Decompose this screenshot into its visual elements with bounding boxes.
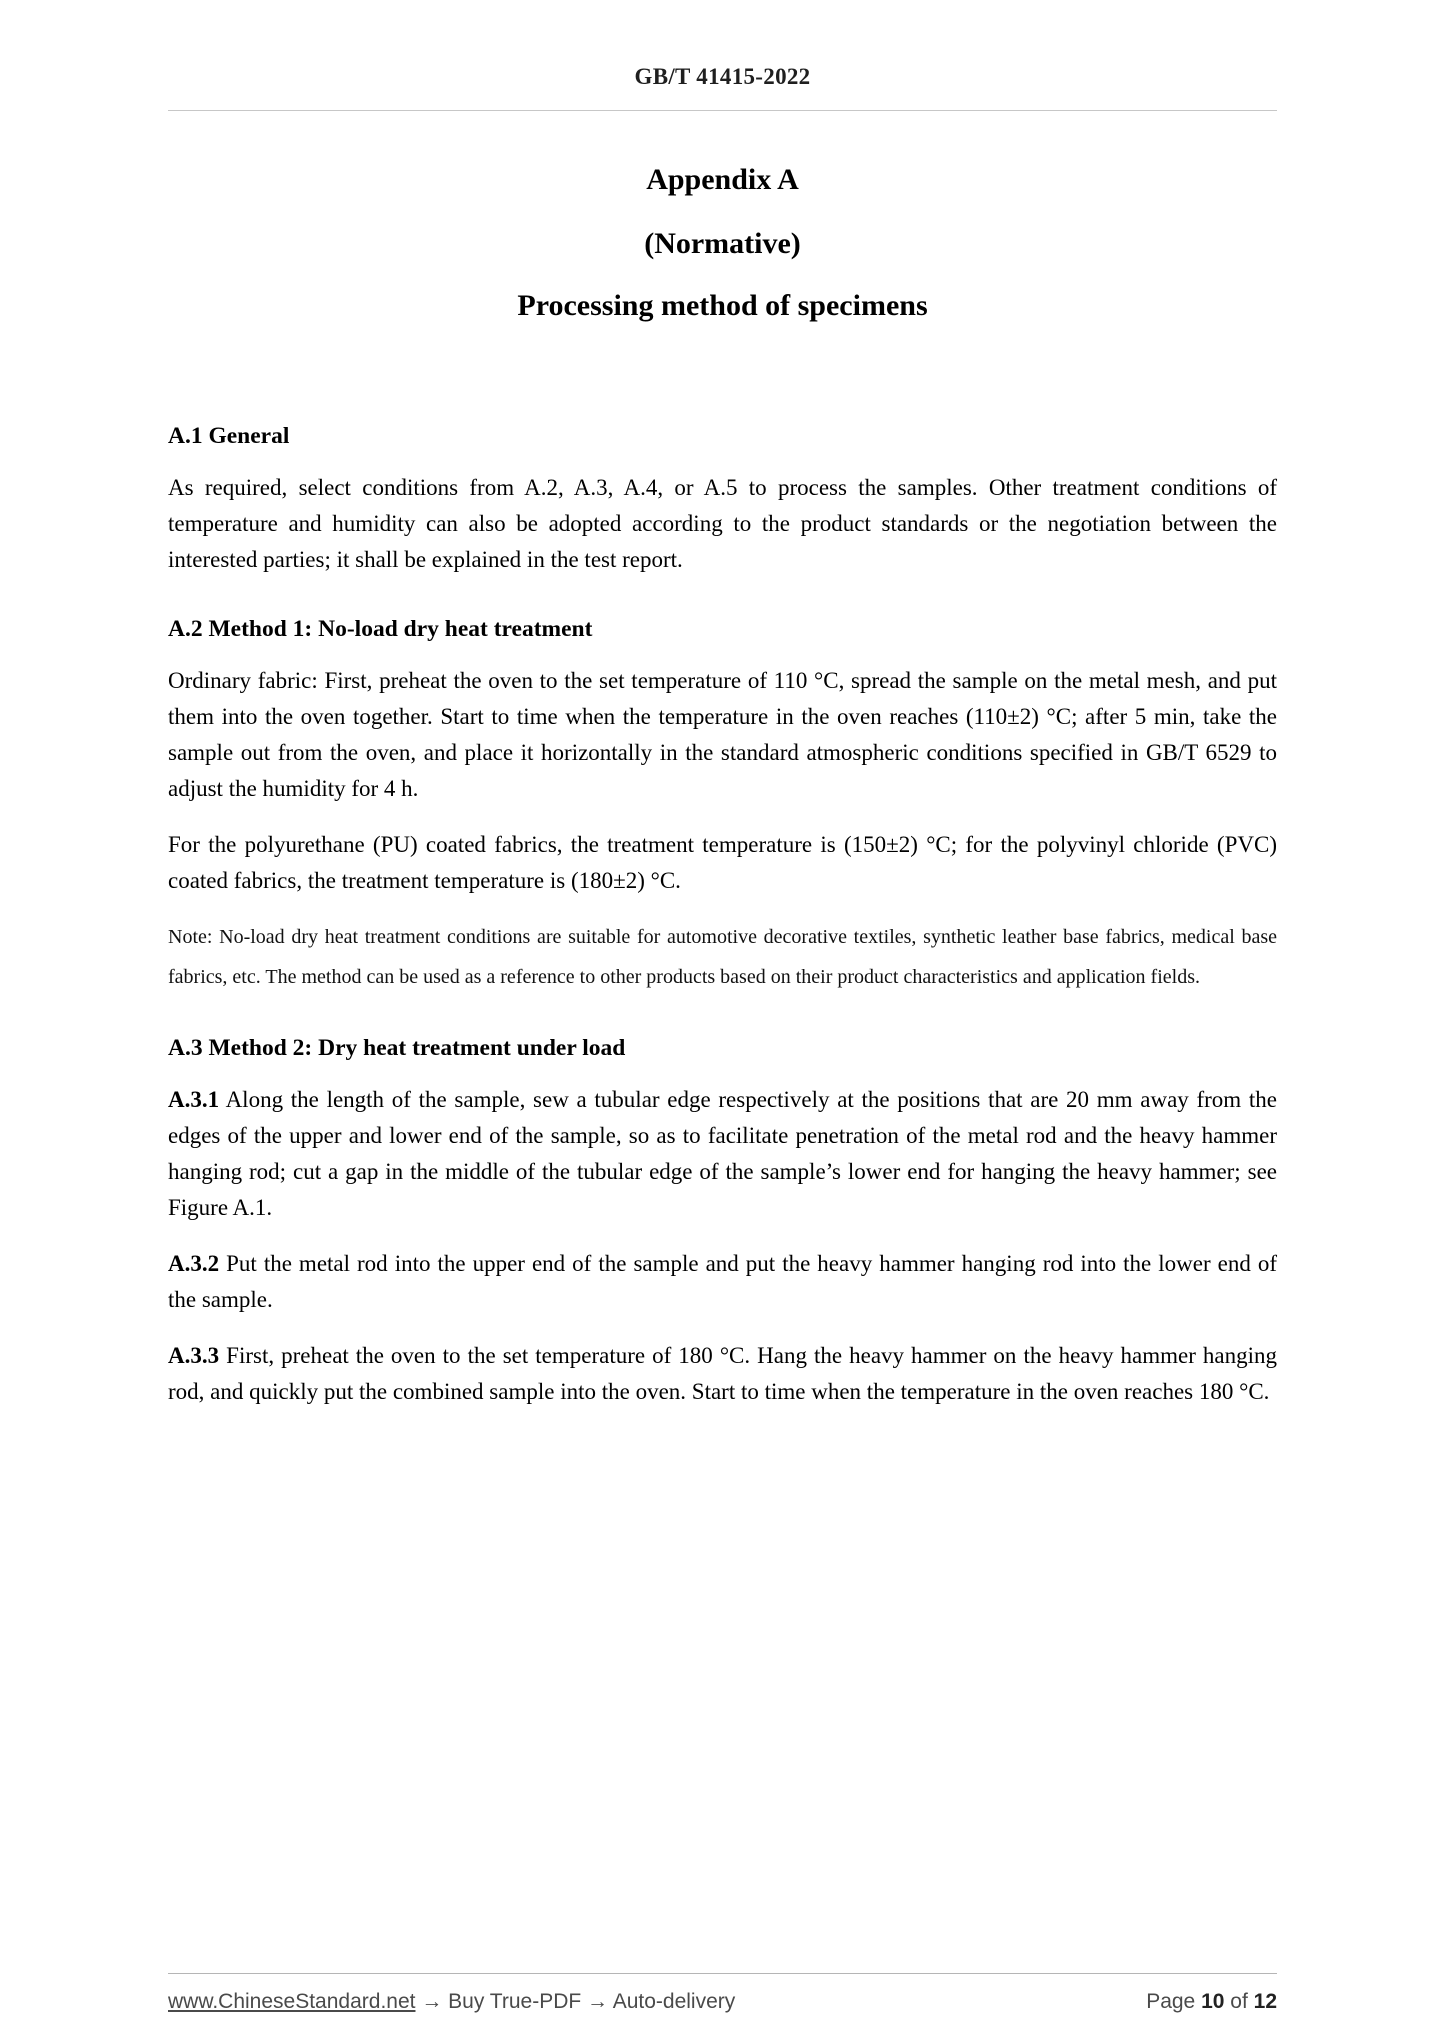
total-pages: 12 [1253,1990,1277,2013]
paragraph-a3-2 [168,1246,1277,1318]
footer-source-line [168,1990,735,2014]
of-label: of [1230,1990,1248,2013]
page-label: Page [1146,1990,1196,2013]
clause-label-a31: A.3.1 [168,1087,220,1112]
clause-text-a32: Put the metal rod into the upper end of the sample and put the heavy hammer hanging rod into the lower end of the sample. [168,1251,1278,1312]
clause-label-a32: A.3.2 [168,1251,220,1276]
footer-tail-text: → Buy True-PDF → Auto-delivery [421,1990,736,2013]
section-heading-a2: A.2 Method 1: No-load dry heat treatment [168,616,593,642]
paragraph-a1-1: As required, select conditions from A.2, A.3, A.4, or A.5 to process the samples. Other treatment conditions of temperature and humidity can also be adopted according to the product standards or the negotiation between the interested parties; it shall be explained in the test report. [168,475,1277,572]
clause-label-a33: A.3.3 [168,1343,220,1368]
paragraph-a3-3 [168,1338,1277,1410]
clause-text-a31: Along the length of the sample, sew a tubular edge respectively at the positions that are 20 mm away from the edges of the upper and lower end of the sample, so as to facilitate penetration of the metal rod and the heavy hammer hanging rod; cut a gap in the middle of the tubular edge of the sample’s lower end for hanging the heavy hammer; see Figure A.1. [168,1087,1277,1220]
doc-section-title: Processing method of specimens [517,289,928,322]
chinesestandard-link[interactable]: www.ChineseStandard.net [168,1990,416,2013]
appendix-title: Appendix A [646,163,799,196]
clause-text-a33: First, preheat the oven to the set temperature of 180 °C. Hang the heavy hammer on the heavy hammer hanging rod, and quickly put the combined sample into the oven. Start to time when the temperature in the oven reaches 180 °C. [168,1343,1277,1404]
section-heading-a3: A.3 Method 2: Dry heat treatment under load [168,1035,626,1061]
page-number: 10 [1201,1990,1225,2013]
paragraph-a3-1 [168,1082,1277,1226]
doc-number-header: GB/T 41415-2022 [634,64,811,89]
header-divider [168,110,1277,111]
page-footer [168,1973,1277,2014]
section-heading-a1: A.1 General [168,423,290,449]
page-indicator [1146,1990,1277,2014]
paragraph-a2-2: For the polyurethane (PU) coated fabrics, the treatment temperature is (150±2) °C; for the polyvinyl chloride (PVC) coated fabrics, the treatment temperature is (180±2) °C. [168,832,1277,893]
normative-subtitle: (Normative) [644,227,801,260]
note-a2: Note: No-load dry heat treatment conditions are suitable for automotive decorative textiles, synthetic leather base fabrics, medical base fabrics, etc. The method can be used as a reference to other products based on their product characteristics and application fields. [168,926,1277,988]
paragraph-a2-1: Ordinary fabric: First, preheat the oven to the set temperature of 110 °C, spread the sample on the metal mesh, and put them into the oven together. Start to time when the temperature in the oven reaches (110±2) °C; after 5 min, take the sample out from the oven, and place it horizontally in the standard atmospheric conditions specified in GB/T 6529 to adjust the humidity for 4 h. [168,668,1277,801]
